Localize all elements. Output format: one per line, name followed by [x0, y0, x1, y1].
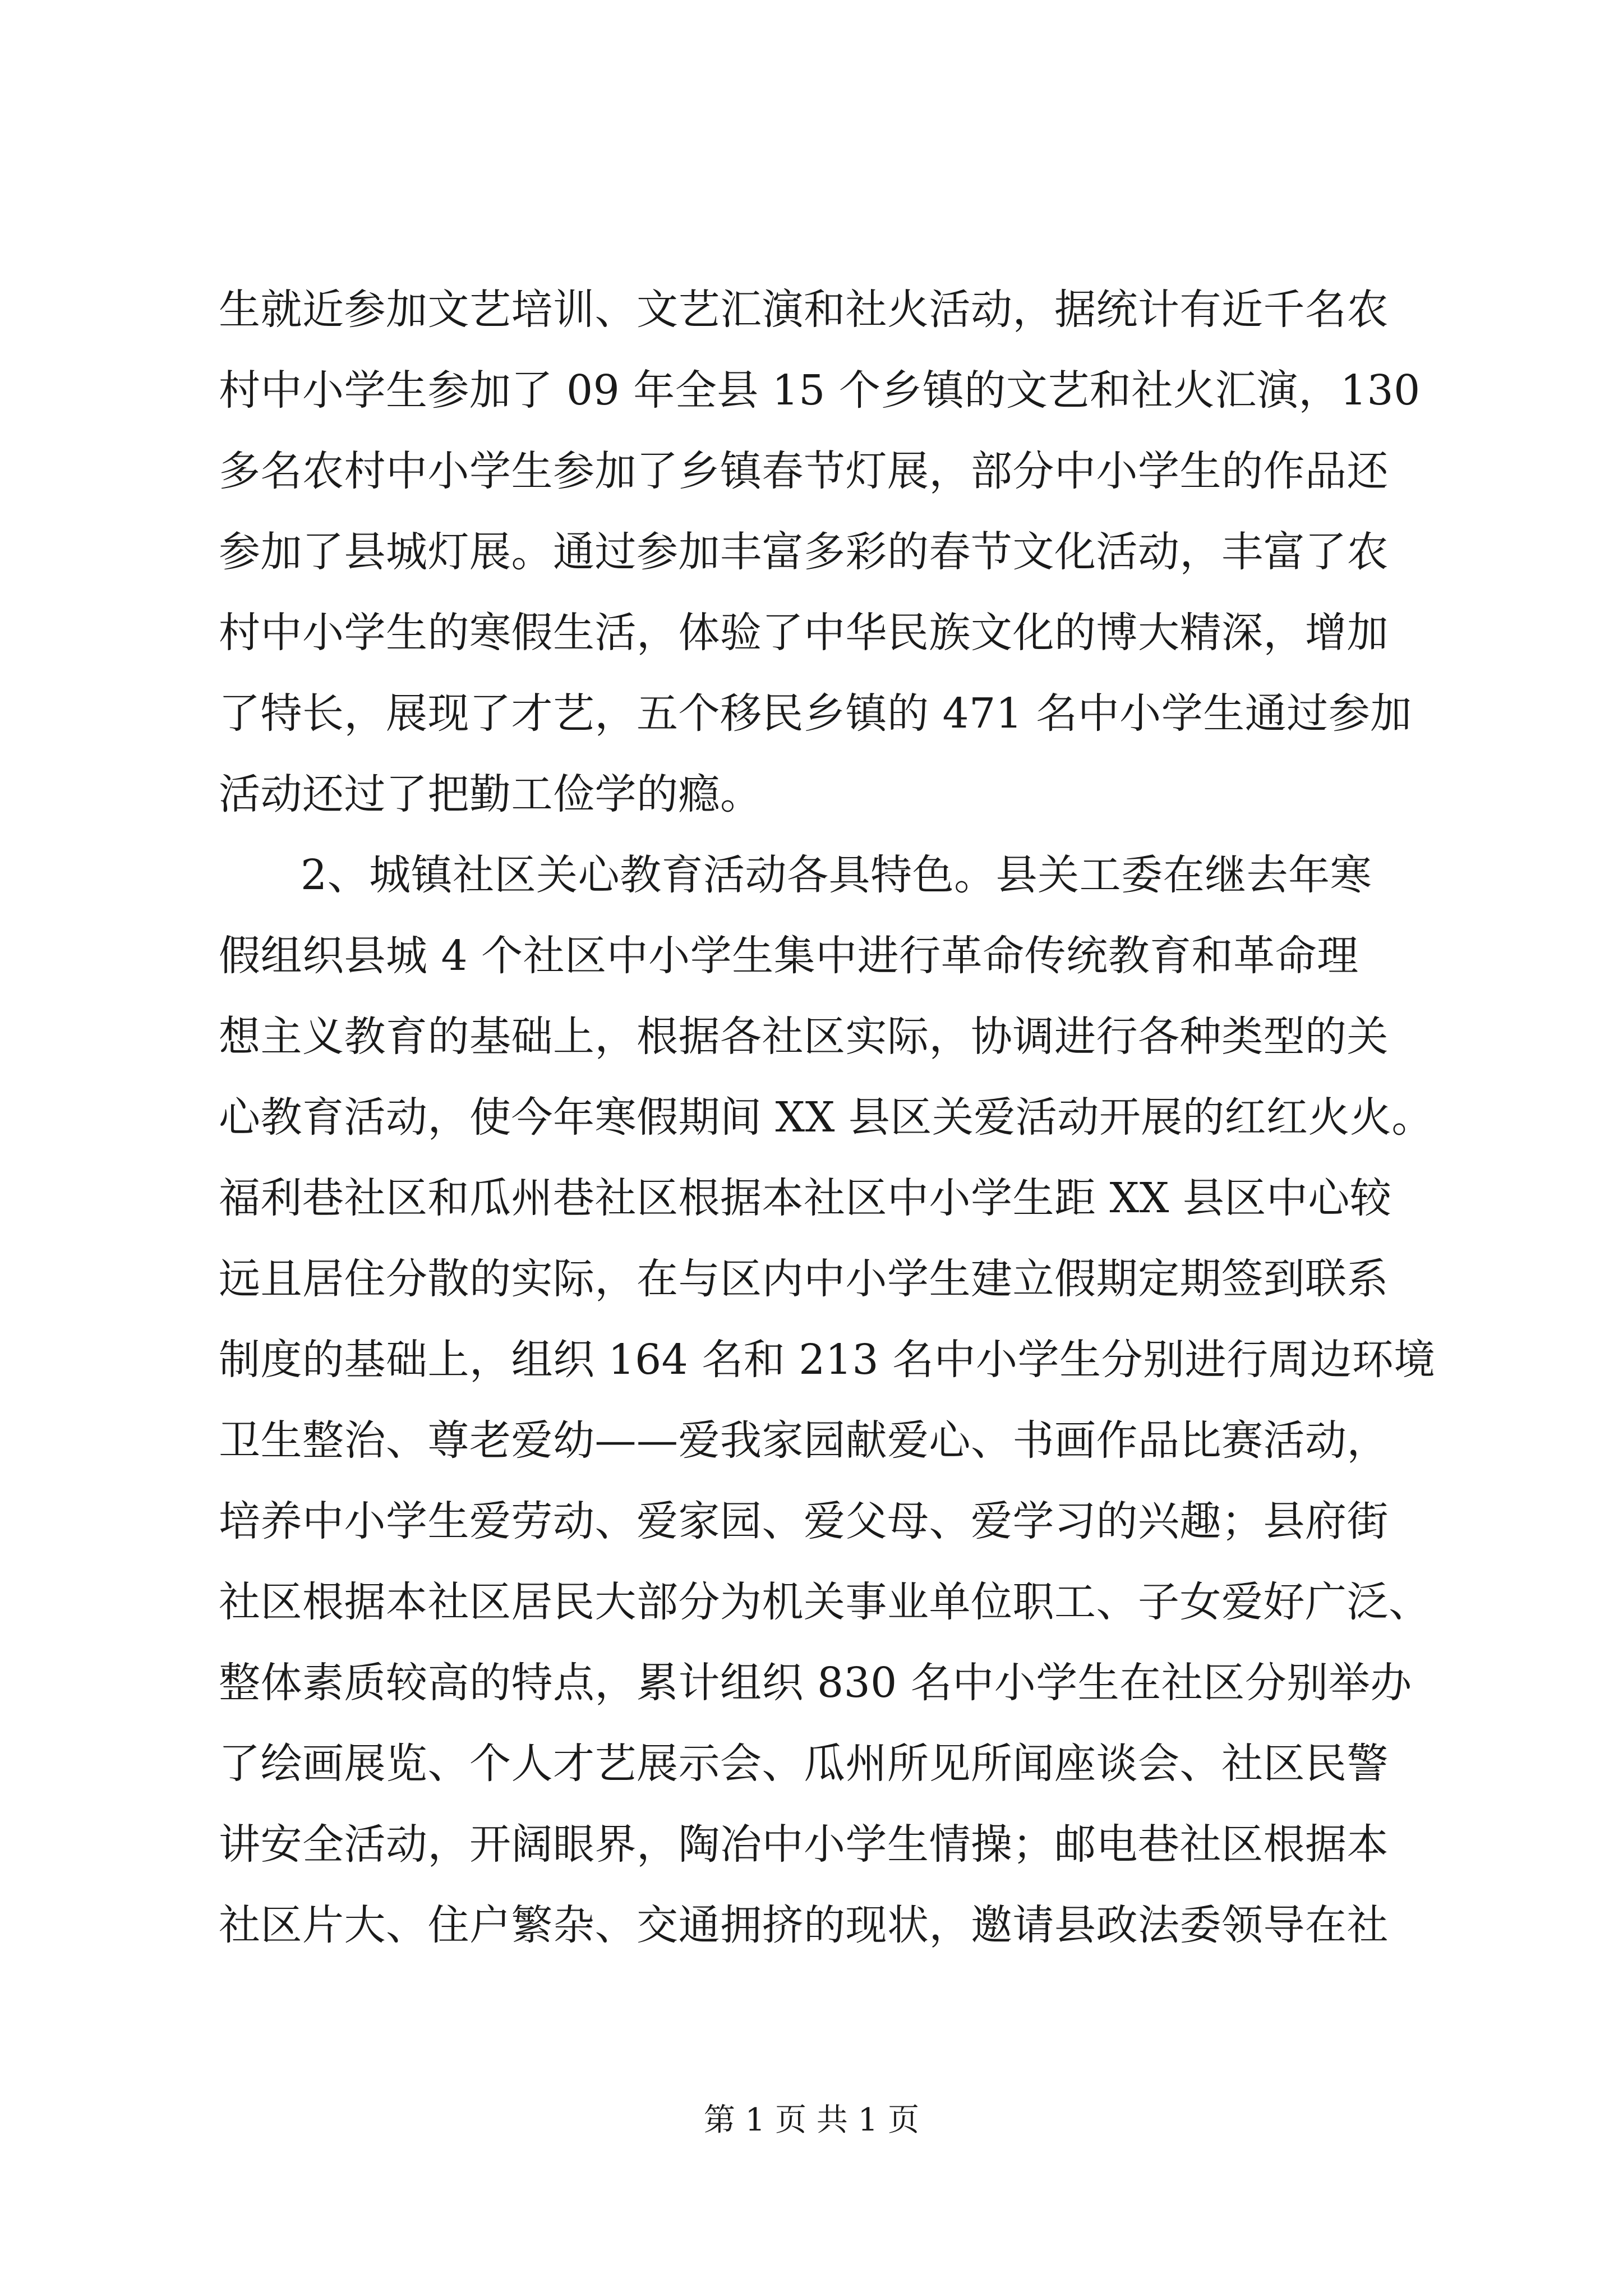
page-number-footer: 第 1 页 共 1 页: [703, 2102, 920, 2138]
text-line: 培养中小学生爱劳动、爱家园、爱父母、爱学习的兴趣；县府街: [219, 1497, 1389, 1545]
text-line: 社区片大、住户繁杂、交通拥挤的现状，邀请县政法委领导在社: [219, 1901, 1389, 1949]
text-line: 远且居住分散的实际，在与区内中小学生建立假期定期签到联系: [219, 1255, 1389, 1303]
text-line: 活动还过了把勤工俭学的瘾。: [219, 770, 762, 818]
text-line: 制度的基础上，组织 164 名和 213 名中小学生分别进行周边环境: [219, 1336, 1436, 1384]
text-line: 想主义教育的基础上，根据各社区实际，协调进行各种类型的关: [219, 1013, 1389, 1061]
text-line: 多名农村中小学生参加了乡镇春节灯展，部分中小学生的作品还: [219, 447, 1389, 495]
text-line: 了绘画展览、个人才艺展示会、瓜州所见所闻座谈会、社区民警: [219, 1740, 1389, 1788]
text-line: 参加了县城灯展。通过参加丰富多彩的春节文化活动，丰富了农: [219, 528, 1389, 576]
text-line: 整体素质较高的特点，累计组织 830 名中小学生在社区分别举办: [219, 1659, 1412, 1707]
text-line: 了特长，展现了才艺，五个移民乡镇的 471 名中小学生通过参加: [219, 689, 1412, 738]
text-line: 讲安全活动，开阔眼界，陶冶中小学生情操；邮电巷社区根据本: [219, 1820, 1389, 1869]
text-line: 假组织县城 4 个社区中小学生集中进行革命传统教育和革命理: [219, 932, 1359, 980]
text-line: 村中小学生的寒假生活，体验了中华民族文化的博大精深，增加: [219, 609, 1389, 657]
text-line: 心教育活动，使今年寒假期间 XX 县区关爱活动开展的红红火火。: [219, 1093, 1433, 1142]
document-body: [219, 269, 1469, 1966]
paragraph-start-line: 2、城镇社区关心教育活动各具特色。县关工委在继去年寒: [301, 851, 1372, 899]
text-line: 福利巷社区和瓜州巷社区根据本社区中小学生距 XX 县区中心较: [219, 1174, 1392, 1222]
text-line: 村中小学生参加了 09 年全县 15 个乡镇的文艺和社火汇演，130: [219, 366, 1421, 415]
text-line: 社区根据本社区居民大部分为机关事业单位职工、子女爱好广泛、: [219, 1578, 1431, 1626]
text-line: 生就近参加文艺培训、文艺汇演和社火活动，据统计有近千名农: [219, 286, 1389, 334]
text-line: 卫生整治、尊老爱幼——爱我家园献爱心、书画作品比赛活动，: [219, 1416, 1389, 1465]
